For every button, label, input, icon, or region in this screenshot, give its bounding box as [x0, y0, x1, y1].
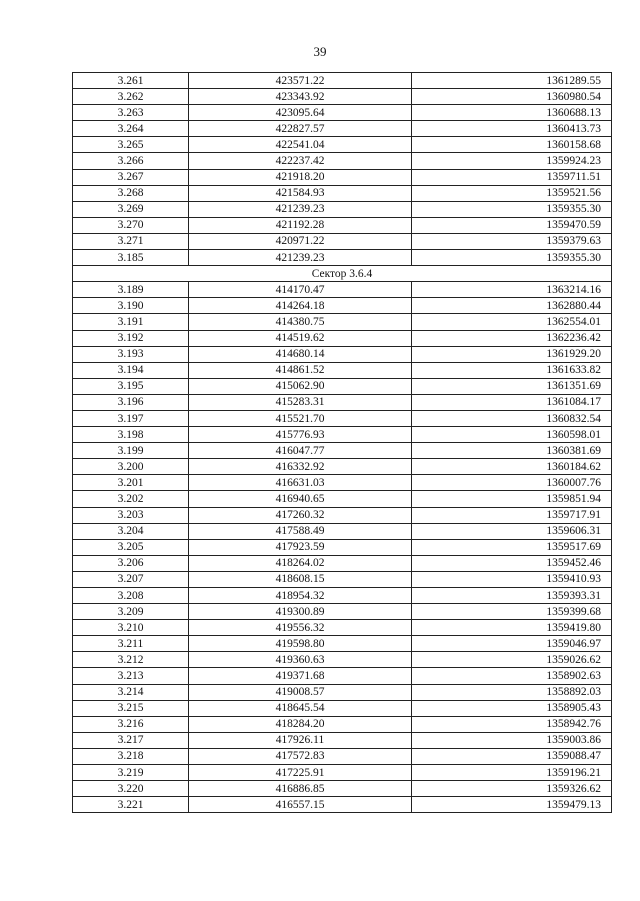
x-coordinate-cell: 414861.52	[189, 362, 412, 378]
sector-heading-row	[73, 266, 612, 282]
point-id-cell: 3.264	[73, 121, 189, 137]
table-row	[73, 507, 612, 523]
x-coordinate-cell: 423343.92	[189, 89, 412, 105]
point-id-cell: 3.270	[73, 217, 189, 233]
point-id-cell: 3.262	[73, 89, 189, 105]
y-coordinate-cell: 1358905.43	[412, 700, 612, 716]
point-id-cell: 3.215	[73, 700, 189, 716]
y-coordinate-cell: 1361929.20	[412, 346, 612, 362]
table-row	[73, 668, 612, 684]
x-coordinate-cell: 418264.02	[189, 555, 412, 571]
point-id-cell: 3.261	[73, 73, 189, 89]
sector-heading: Сектор 3.6.4	[73, 266, 612, 282]
x-coordinate-cell: 417923.59	[189, 539, 412, 555]
y-coordinate-cell: 1360832.54	[412, 410, 612, 426]
y-coordinate-cell: 1361633.82	[412, 362, 612, 378]
table-row	[73, 233, 612, 249]
x-coordinate-cell: 423571.22	[189, 73, 412, 89]
table-row	[73, 137, 612, 153]
y-coordinate-cell: 1359606.31	[412, 523, 612, 539]
page-number: 39	[313, 44, 327, 59]
y-coordinate-cell: 1360158.68	[412, 137, 612, 153]
x-coordinate-cell: 421239.23	[189, 250, 412, 266]
point-id-cell: 3.194	[73, 362, 189, 378]
y-coordinate-cell: 1358892.03	[412, 684, 612, 700]
y-coordinate-cell: 1362554.01	[412, 314, 612, 330]
y-coordinate-cell: 1363214.16	[412, 282, 612, 298]
coordinates-table-body	[73, 73, 612, 813]
table-row	[73, 378, 612, 394]
x-coordinate-cell: 417588.49	[189, 523, 412, 539]
x-coordinate-cell: 421192.28	[189, 217, 412, 233]
y-coordinate-cell: 1360007.76	[412, 475, 612, 491]
table-row	[73, 330, 612, 346]
x-coordinate-cell: 417572.83	[189, 748, 412, 764]
x-coordinate-cell: 416557.15	[189, 797, 412, 813]
table-row	[73, 539, 612, 555]
y-coordinate-cell: 1361289.55	[412, 73, 612, 89]
point-id-cell: 3.210	[73, 620, 189, 636]
y-coordinate-cell: 1359470.59	[412, 217, 612, 233]
x-coordinate-cell: 418608.15	[189, 571, 412, 587]
y-coordinate-cell: 1359393.31	[412, 588, 612, 604]
table-row	[73, 250, 612, 266]
point-id-cell: 3.266	[73, 153, 189, 169]
table-row	[73, 700, 612, 716]
x-coordinate-cell: 422541.04	[189, 137, 412, 153]
y-coordinate-cell: 1359355.30	[412, 201, 612, 217]
x-coordinate-cell: 418954.32	[189, 588, 412, 604]
table-row	[73, 636, 612, 652]
table-row	[73, 652, 612, 668]
table-row	[73, 797, 612, 813]
x-coordinate-cell: 422237.42	[189, 153, 412, 169]
y-coordinate-cell: 1360980.54	[412, 89, 612, 105]
x-coordinate-cell: 419008.57	[189, 684, 412, 700]
y-coordinate-cell: 1359088.47	[412, 748, 612, 764]
table-row	[73, 346, 612, 362]
table-row	[73, 555, 612, 571]
table-row	[73, 153, 612, 169]
table-row	[73, 121, 612, 137]
point-id-cell: 3.202	[73, 491, 189, 507]
y-coordinate-cell: 1359355.30	[412, 250, 612, 266]
y-coordinate-cell: 1360184.62	[412, 459, 612, 475]
x-coordinate-cell: 414170.47	[189, 282, 412, 298]
point-id-cell: 3.218	[73, 748, 189, 764]
x-coordinate-cell: 417926.11	[189, 732, 412, 748]
point-id-cell: 3.198	[73, 427, 189, 443]
x-coordinate-cell: 415062.90	[189, 378, 412, 394]
x-coordinate-cell: 418284.20	[189, 716, 412, 732]
point-id-cell: 3.204	[73, 523, 189, 539]
y-coordinate-cell: 1359851.94	[412, 491, 612, 507]
point-id-cell: 3.191	[73, 314, 189, 330]
point-id-cell: 3.206	[73, 555, 189, 571]
point-id-cell: 3.195	[73, 378, 189, 394]
table-row	[73, 89, 612, 105]
x-coordinate-cell: 416940.65	[189, 491, 412, 507]
point-id-cell: 3.213	[73, 668, 189, 684]
y-coordinate-cell: 1360413.73	[412, 121, 612, 137]
point-id-cell: 3.196	[73, 394, 189, 410]
point-id-cell: 3.192	[73, 330, 189, 346]
y-coordinate-cell: 1359026.62	[412, 652, 612, 668]
y-coordinate-cell: 1359326.62	[412, 781, 612, 797]
x-coordinate-cell: 421584.93	[189, 185, 412, 201]
coordinates-table	[72, 72, 612, 813]
y-coordinate-cell: 1359419.80	[412, 620, 612, 636]
table-row	[73, 362, 612, 378]
table-row	[73, 732, 612, 748]
point-id-cell: 3.271	[73, 233, 189, 249]
table-row	[73, 427, 612, 443]
point-id-cell: 3.212	[73, 652, 189, 668]
x-coordinate-cell: 423095.64	[189, 105, 412, 121]
x-coordinate-cell: 416886.85	[189, 781, 412, 797]
y-coordinate-cell: 1360598.01	[412, 427, 612, 443]
y-coordinate-cell: 1359521.56	[412, 185, 612, 201]
x-coordinate-cell: 416332.92	[189, 459, 412, 475]
x-coordinate-cell: 420971.22	[189, 233, 412, 249]
table-row	[73, 105, 612, 121]
x-coordinate-cell: 419598.80	[189, 636, 412, 652]
point-id-cell: 3.220	[73, 781, 189, 797]
y-coordinate-cell: 1361084.17	[412, 394, 612, 410]
table-row	[73, 523, 612, 539]
point-id-cell: 3.263	[73, 105, 189, 121]
x-coordinate-cell: 415776.93	[189, 427, 412, 443]
table-row	[73, 185, 612, 201]
x-coordinate-cell: 415521.70	[189, 410, 412, 426]
table-row	[73, 410, 612, 426]
point-id-cell: 3.201	[73, 475, 189, 491]
table-row	[73, 604, 612, 620]
x-coordinate-cell: 419300.89	[189, 604, 412, 620]
table-row	[73, 314, 612, 330]
table-row	[73, 73, 612, 89]
y-coordinate-cell: 1361351.69	[412, 378, 612, 394]
table-row	[73, 765, 612, 781]
point-id-cell: 3.214	[73, 684, 189, 700]
table-row	[73, 684, 612, 700]
x-coordinate-cell: 415283.31	[189, 394, 412, 410]
point-id-cell: 3.190	[73, 298, 189, 314]
point-id-cell: 3.193	[73, 346, 189, 362]
point-id-cell: 3.208	[73, 588, 189, 604]
table-row	[73, 491, 612, 507]
y-coordinate-cell: 1359452.46	[412, 555, 612, 571]
point-id-cell: 3.205	[73, 539, 189, 555]
x-coordinate-cell: 422827.57	[189, 121, 412, 137]
table-row	[73, 169, 612, 185]
x-coordinate-cell: 421918.20	[189, 169, 412, 185]
point-id-cell: 3.203	[73, 507, 189, 523]
y-coordinate-cell: 1359711.51	[412, 169, 612, 185]
x-coordinate-cell: 414380.75	[189, 314, 412, 330]
y-coordinate-cell: 1359399.68	[412, 604, 612, 620]
table-row	[73, 748, 612, 764]
point-id-cell: 3.211	[73, 636, 189, 652]
x-coordinate-cell: 418645.54	[189, 700, 412, 716]
y-coordinate-cell: 1362880.44	[412, 298, 612, 314]
x-coordinate-cell: 421239.23	[189, 201, 412, 217]
table-row	[73, 394, 612, 410]
y-coordinate-cell: 1359924.23	[412, 153, 612, 169]
x-coordinate-cell: 417260.32	[189, 507, 412, 523]
y-coordinate-cell: 1362236.42	[412, 330, 612, 346]
y-coordinate-cell: 1358942.76	[412, 716, 612, 732]
point-id-cell: 3.207	[73, 571, 189, 587]
y-coordinate-cell: 1359196.21	[412, 765, 612, 781]
x-coordinate-cell: 416631.03	[189, 475, 412, 491]
y-coordinate-cell: 1359517.69	[412, 539, 612, 555]
table-row	[73, 716, 612, 732]
point-id-cell: 3.199	[73, 443, 189, 459]
table-row	[73, 588, 612, 604]
point-id-cell: 3.219	[73, 765, 189, 781]
x-coordinate-cell: 414680.14	[189, 346, 412, 362]
y-coordinate-cell: 1360381.69	[412, 443, 612, 459]
x-coordinate-cell: 417225.91	[189, 765, 412, 781]
x-coordinate-cell: 414519.62	[189, 330, 412, 346]
point-id-cell: 3.217	[73, 732, 189, 748]
y-coordinate-cell: 1359717.91	[412, 507, 612, 523]
table-row	[73, 781, 612, 797]
x-coordinate-cell: 419360.63	[189, 652, 412, 668]
point-id-cell: 3.216	[73, 716, 189, 732]
table-row	[73, 620, 612, 636]
point-id-cell: 3.185	[73, 250, 189, 266]
table-row	[73, 217, 612, 233]
table-row	[73, 475, 612, 491]
y-coordinate-cell: 1359046.97	[412, 636, 612, 652]
y-coordinate-cell: 1358902.63	[412, 668, 612, 684]
point-id-cell: 3.268	[73, 185, 189, 201]
table-row	[73, 443, 612, 459]
point-id-cell: 3.209	[73, 604, 189, 620]
table-row	[73, 201, 612, 217]
point-id-cell: 3.189	[73, 282, 189, 298]
point-id-cell: 3.200	[73, 459, 189, 475]
y-coordinate-cell: 1360688.13	[412, 105, 612, 121]
point-id-cell: 3.197	[73, 410, 189, 426]
x-coordinate-cell: 419556.32	[189, 620, 412, 636]
x-coordinate-cell: 416047.77	[189, 443, 412, 459]
y-coordinate-cell: 1359479.13	[412, 797, 612, 813]
x-coordinate-cell: 414264.18	[189, 298, 412, 314]
table-row	[73, 298, 612, 314]
point-id-cell: 3.269	[73, 201, 189, 217]
y-coordinate-cell: 1359003.86	[412, 732, 612, 748]
point-id-cell: 3.267	[73, 169, 189, 185]
point-id-cell: 3.265	[73, 137, 189, 153]
table-row	[73, 459, 612, 475]
y-coordinate-cell: 1359379.63	[412, 233, 612, 249]
table-row	[73, 282, 612, 298]
x-coordinate-cell: 419371.68	[189, 668, 412, 684]
table-row	[73, 571, 612, 587]
point-id-cell: 3.221	[73, 797, 189, 813]
y-coordinate-cell: 1359410.93	[412, 571, 612, 587]
